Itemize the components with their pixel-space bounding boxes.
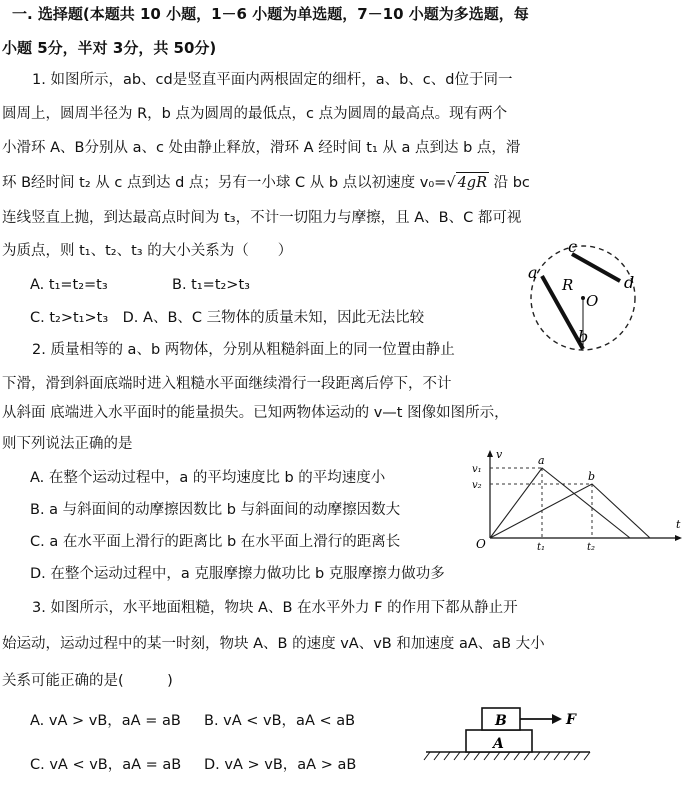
q3-line3: 关系可能正确的是( ) xyxy=(2,673,173,689)
label-t: t xyxy=(676,518,681,531)
q3-line1: 3. 如图所示，水平地面粗糙，物块 A、B 在水平外力 F 的作用下都从静止开 xyxy=(32,600,518,616)
q1-circle-figure xyxy=(520,238,660,356)
q1-line5: 连线竖直上抛，到达最高点时间为 t₃，不计一切阻力与摩擦，且 A、B、C 都可视 xyxy=(2,210,522,226)
q2-option-c: C. a 在水平面上滑行的距离比 b 在水平面上滑行的距离长 xyxy=(30,534,401,550)
label-b: b xyxy=(578,327,589,346)
q1-line4-text: 环 B经时间 t₂ 从 c 点到达 d 点；另有一小球 C 从 b 点以初速度 v₀= xyxy=(2,175,447,191)
label-c: c xyxy=(568,238,577,256)
v-axis-arrow xyxy=(487,450,493,457)
label-force-F: F xyxy=(566,712,576,728)
q1-line4 xyxy=(2,172,530,193)
q2-vt-graph xyxy=(470,448,688,556)
q2-option-d: D. 在整个运动过程中，a 克服摩擦力做功比 b 克服摩擦力做功多 xyxy=(30,566,445,582)
q3-option-a: A. vA > vB，aA = aB xyxy=(30,713,181,729)
label-origin: O xyxy=(476,537,486,551)
q2-option-b: B. a 与斜面间的动摩擦因数比 b 与斜面间的动摩擦因数大 xyxy=(30,502,401,518)
label-t2: t₂ xyxy=(587,542,596,553)
q1-sqrt-expression: 4gR xyxy=(456,172,489,193)
q1-line4-tail: 沿 bc xyxy=(489,175,530,191)
q1-line6: 为质点，则 t₁、t₂、t₃ 的大小关系为（ ） xyxy=(2,243,293,259)
q1-line3: 小滑环 A、B分别从 a、c 处由静止释放，滑环 A 经时间 t₁ 从 a 点到达 b 点，滑 xyxy=(2,140,521,156)
label-t1: t₁ xyxy=(537,542,546,553)
q2-option-a: A. 在整个运动过程中，a 的平均速度比 b 的平均速度小 xyxy=(30,470,386,486)
q2-line3: 从斜面 底端进入水平面时的能量损失。已知两物体运动的 v—t 图像如图所示， xyxy=(2,405,509,421)
label-block-B: B xyxy=(495,713,507,729)
q3-option-d: D. vA > vB，aA > aB xyxy=(204,757,357,773)
section-title-line2: 小题 5分，半对 3分，共 50分) xyxy=(2,39,217,57)
label-curve-b: b xyxy=(588,470,596,483)
label-a: a xyxy=(528,263,538,282)
sqrt-symbol: √ xyxy=(446,175,456,191)
q2-line4: 则下列说法正确的是 xyxy=(2,436,133,452)
center-point xyxy=(581,296,585,300)
label-v: v xyxy=(496,448,503,461)
q1-line1: 1. 如图所示，ab、cd是竖直平面内两根固定的细杆，a、b、c、d位于同一 xyxy=(32,72,513,88)
section-title-line1: 一. 选择题(本题共 10 小题，1－6 小题为单选题，7－10 小题为多选题，每 xyxy=(12,5,529,23)
rod-cd xyxy=(572,254,620,281)
label-R: R xyxy=(562,276,574,294)
q3-blocks-figure xyxy=(420,700,610,770)
q3-option-c: C. vA < vB，aA = aB xyxy=(30,757,182,773)
q1-option-b: B. t₁=t₂>t₃ xyxy=(172,277,250,293)
q3-option-b: B. vA < vB，aA < aB xyxy=(204,713,356,729)
label-block-A: A xyxy=(493,736,504,752)
q2-line2: 下滑，滑到斜面底端时进入粗糙水平面继续滑行一段距离后停下，不计 xyxy=(2,376,452,392)
q1-option-cd: C. t₂>t₁>t₃ D. A、B、C 三物体的质量未知，因此无法比较 xyxy=(30,310,425,326)
label-curve-a: a xyxy=(538,454,545,467)
ground-hatching xyxy=(424,752,590,760)
label-d: d xyxy=(624,273,635,292)
curve-b xyxy=(490,484,650,538)
force-arrow-head xyxy=(552,714,562,724)
q1-line2: 圆周上，圆周半径为 R，b 点为圆周的最低点，c 点为圆周的最高点。现有两个 xyxy=(2,106,508,122)
t-axis-arrow xyxy=(675,535,682,541)
q2-line1: 2. 质量相等的 a、b 两物体，分别从粗糙斜面上的同一位置由静止 xyxy=(32,342,455,358)
label-v1: v₁ xyxy=(472,464,482,475)
label-v2: v₂ xyxy=(472,480,482,491)
q1-option-a: A. t₁=t₂=t₃ xyxy=(30,277,108,293)
label-O: O xyxy=(586,292,599,310)
q3-line2: 始运动，运动过程中的某一时刻，物块 A、B 的速度 vA、vB 和加速度 aA、aB 大小 xyxy=(2,636,545,652)
